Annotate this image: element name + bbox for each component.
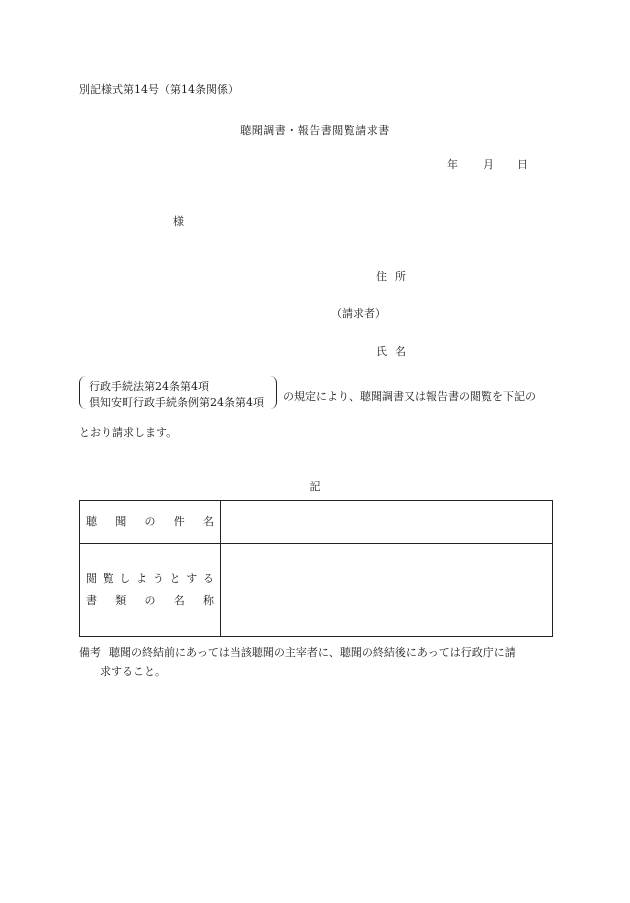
document-name-field[interactable] bbox=[221, 544, 553, 637]
body-text-end: とおり請求します。 bbox=[79, 426, 178, 439]
label-char: 類 bbox=[115, 594, 127, 607]
note-line1 bbox=[79, 644, 516, 660]
label-char: 聞 bbox=[115, 515, 127, 528]
label-char: 閲 bbox=[86, 572, 97, 585]
label-char: 聴 bbox=[86, 515, 97, 528]
date-day-label: 日 bbox=[517, 158, 528, 171]
law-option-national: 行政手続法第24条第4項 bbox=[89, 380, 209, 393]
addressee-honorific: 様 bbox=[173, 215, 184, 228]
label-char: す bbox=[186, 572, 198, 585]
hearing-subject-field[interactable] bbox=[221, 501, 553, 544]
name-label: 氏名 bbox=[376, 345, 414, 358]
label-char: 件 bbox=[173, 515, 185, 528]
label-char: 名 bbox=[173, 594, 185, 607]
label-char: 書 bbox=[86, 594, 97, 607]
label-char: う bbox=[152, 572, 164, 585]
hearing-subject-label-text bbox=[86, 511, 214, 533]
label-char: の bbox=[144, 515, 156, 528]
table-row bbox=[80, 544, 553, 637]
requester-label: （請求者） bbox=[331, 307, 386, 320]
body-text: の規定により、聴聞調書又は報告書の閲覧を下記の bbox=[283, 390, 536, 403]
label-char: の bbox=[144, 594, 156, 607]
date-month-label: 月 bbox=[483, 158, 494, 171]
label-char: 称 bbox=[203, 594, 214, 607]
document-name-label-line2 bbox=[86, 590, 214, 612]
note-line2: 求すること。 bbox=[100, 665, 166, 678]
document-name-label-line1 bbox=[86, 568, 214, 590]
address-label: 住所 bbox=[376, 270, 414, 283]
label-char: る bbox=[202, 572, 214, 585]
record-table bbox=[79, 500, 553, 637]
label-char: 覧 bbox=[102, 572, 114, 585]
label-char: よ bbox=[136, 572, 148, 585]
label-char: と bbox=[169, 572, 181, 585]
label-char: 名 bbox=[203, 515, 214, 528]
document-name-label bbox=[80, 544, 221, 637]
record-heading: 記 bbox=[309, 480, 321, 493]
law-option-town-ordinance: 倶知安町行政手続条例第24条第4項 bbox=[89, 396, 264, 409]
form-number: 別記様式第14号（第14条関係） bbox=[79, 83, 239, 96]
date-year-label: 年 bbox=[447, 158, 458, 171]
table-row bbox=[80, 501, 553, 544]
note-label: 備考 bbox=[79, 646, 101, 659]
hearing-subject-label bbox=[80, 501, 221, 544]
label-char: し bbox=[119, 572, 131, 585]
note-text: 聴聞の終結前にあっては当該聴聞の主宰者に、聴聞の終結後にあっては行政庁に請 bbox=[109, 646, 516, 659]
document-title: 聴聞調書・報告書閲覧請求書 bbox=[240, 124, 390, 137]
